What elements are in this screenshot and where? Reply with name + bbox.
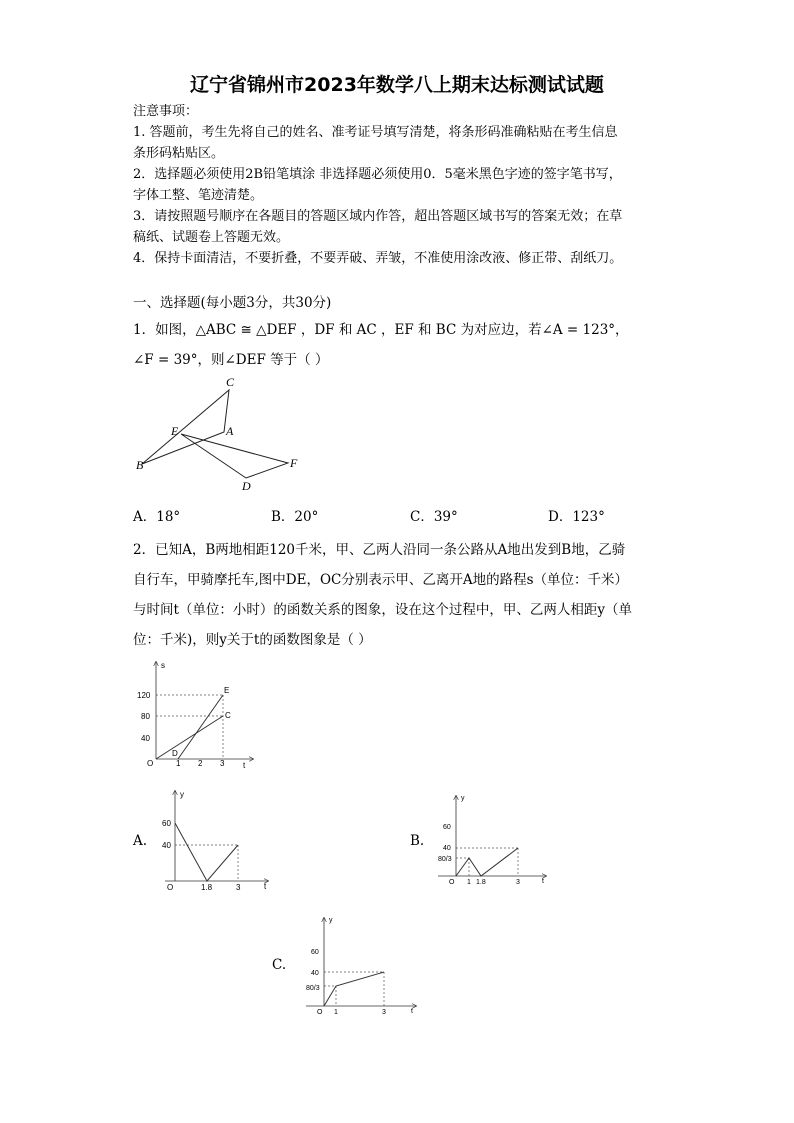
tick-3: 3: [382, 1009, 386, 1016]
y-function-line: [175, 823, 238, 881]
tick-60: 60: [162, 819, 171, 828]
y-function-line: [456, 848, 518, 876]
point-c: C: [225, 711, 231, 720]
y-function-line: [324, 972, 384, 1006]
option-letter: A．: [133, 509, 157, 525]
origin-label: O: [317, 1009, 323, 1016]
q1-line-1: 1．如图，△ABC ≅ △DEF ，DF 和 AC ，EF 和 BC 为对应边，若∠A = 123°，: [133, 322, 629, 338]
notice-line-5: 3．请按照题号顺序在各题目的答题区域内作答，超出答题区域书写的答案无效；在草: [133, 209, 623, 224]
tick-t1: 1: [176, 759, 181, 768]
q2-line-4: 位：千米)，则y关于t的函数图象是（ ）: [133, 632, 372, 648]
option-value: 20°: [294, 509, 319, 525]
page-title: 辽宁省锦州市2023年数学八上期末达标测试试题: [190, 74, 604, 96]
q1-option-b[interactable]: [271, 505, 318, 525]
tick-80: 80: [141, 712, 150, 721]
notice-line-3: 2．选择题必须使用2B铅笔填涂 非选择题必须使用0．5毫米黑色字迹的签字笔书写，: [133, 167, 622, 182]
option-letter: D．: [548, 509, 573, 525]
section-heading: 一、选择题(每小题3分，共30分): [133, 295, 332, 311]
tick-60: 60: [311, 949, 319, 956]
label-c: C: [226, 375, 235, 389]
notice-line-1: 1. 答题前，考生先将自己的姓名、准考证号填写清楚，将条形码准确粘贴在考生信息: [133, 125, 618, 140]
tick-120: 120: [137, 691, 151, 700]
tick-1-8: 1.8: [201, 883, 213, 892]
q1-option-c[interactable]: [410, 505, 458, 525]
option-letter: B．: [271, 509, 295, 525]
tick-40: 40: [443, 845, 451, 852]
option-value: 123°: [572, 509, 605, 525]
label-b: B: [136, 458, 144, 472]
q1-option-d[interactable]: [548, 505, 605, 525]
triangle-abc: [142, 390, 229, 464]
tick-1-8: 1.8: [476, 879, 486, 886]
q2-option-b-graph[interactable]: [430, 790, 550, 890]
q2-main-graph: [125, 656, 260, 771]
option-letter: C．: [410, 509, 434, 525]
q2-line-1: 2．已知A，B两地相距120千米，甲、乙两人沿同一条公路从A地出发到B地，乙骑: [133, 542, 626, 558]
q1-triangle-figure: [128, 372, 318, 494]
tick-3: 3: [236, 883, 241, 892]
tick-80-3: 80/3: [306, 985, 320, 992]
q2-option-c-label[interactable]: C.: [272, 957, 287, 973]
s-axis-label: s: [161, 661, 165, 670]
line-de: [178, 695, 223, 759]
q2-option-a-label[interactable]: A.: [133, 833, 148, 849]
y-axis-label: y: [180, 790, 184, 799]
t-axis-label: t: [243, 761, 246, 770]
label-d: D: [242, 479, 251, 493]
y-axis-label: y: [329, 917, 333, 924]
tick-1: 1: [467, 879, 471, 886]
tick-40: 40: [162, 841, 171, 850]
tick-t3: 3: [220, 759, 225, 768]
point-d: D: [172, 749, 178, 758]
q2-option-a-graph[interactable]: [150, 785, 275, 895]
line-oc: [156, 716, 223, 759]
tick-1: 1: [334, 1009, 338, 1016]
q1-option-a[interactable]: [133, 505, 180, 525]
t-axis-label: t: [411, 1008, 413, 1015]
option-value: 39°: [433, 509, 458, 525]
tick-60: 60: [443, 824, 451, 831]
notice-line-7: 4．保持卡面清洁，不要折叠，不要弄破、弄皱，不准使用涂改液、修正带、刮纸刀。: [133, 251, 623, 266]
label-e: E: [171, 424, 179, 438]
origin-label: O: [167, 883, 174, 892]
notice-line-6: 稿纸、试题卷上答题无效。: [133, 230, 290, 245]
tick-3: 3: [516, 879, 520, 886]
t-axis-label: t: [264, 882, 267, 891]
label-f: F: [290, 456, 298, 470]
y-axis-label: y: [461, 795, 465, 802]
q2-option-b-label[interactable]: B.: [410, 833, 425, 849]
tick-80-3: 80/3: [438, 856, 452, 863]
q2-line-3: 与时间t（单位：小时）的函数关系的图象，设在这个过程中，甲、乙两人相距y（单: [133, 602, 633, 618]
tick-t2: 2: [198, 759, 203, 768]
t-axis-label: t: [542, 878, 544, 885]
tick-40: 40: [311, 970, 319, 977]
point-e: E: [224, 686, 230, 695]
notice-line-2: 条形码粘贴区。: [133, 146, 225, 161]
origin-label: O: [449, 879, 455, 886]
notice-line-4: 字体工整、笔迹清楚。: [133, 188, 264, 203]
notice-heading: 注意事项：: [133, 104, 199, 119]
q1-line-2: ∠F = 39°，则∠DEF 等于（ ）: [133, 352, 329, 368]
triangle-def: [181, 434, 288, 478]
label-a: A: [226, 424, 234, 438]
origin-label: O: [147, 759, 154, 768]
tick-40: 40: [141, 734, 150, 743]
q2-option-c-graph[interactable]: [298, 912, 423, 1020]
q2-line-2: 自行车，甲骑摩托车,图中DE，OC分别表示甲、乙离开A地的路程s（单位：千米）: [133, 572, 629, 588]
option-value: 18°: [156, 509, 181, 525]
